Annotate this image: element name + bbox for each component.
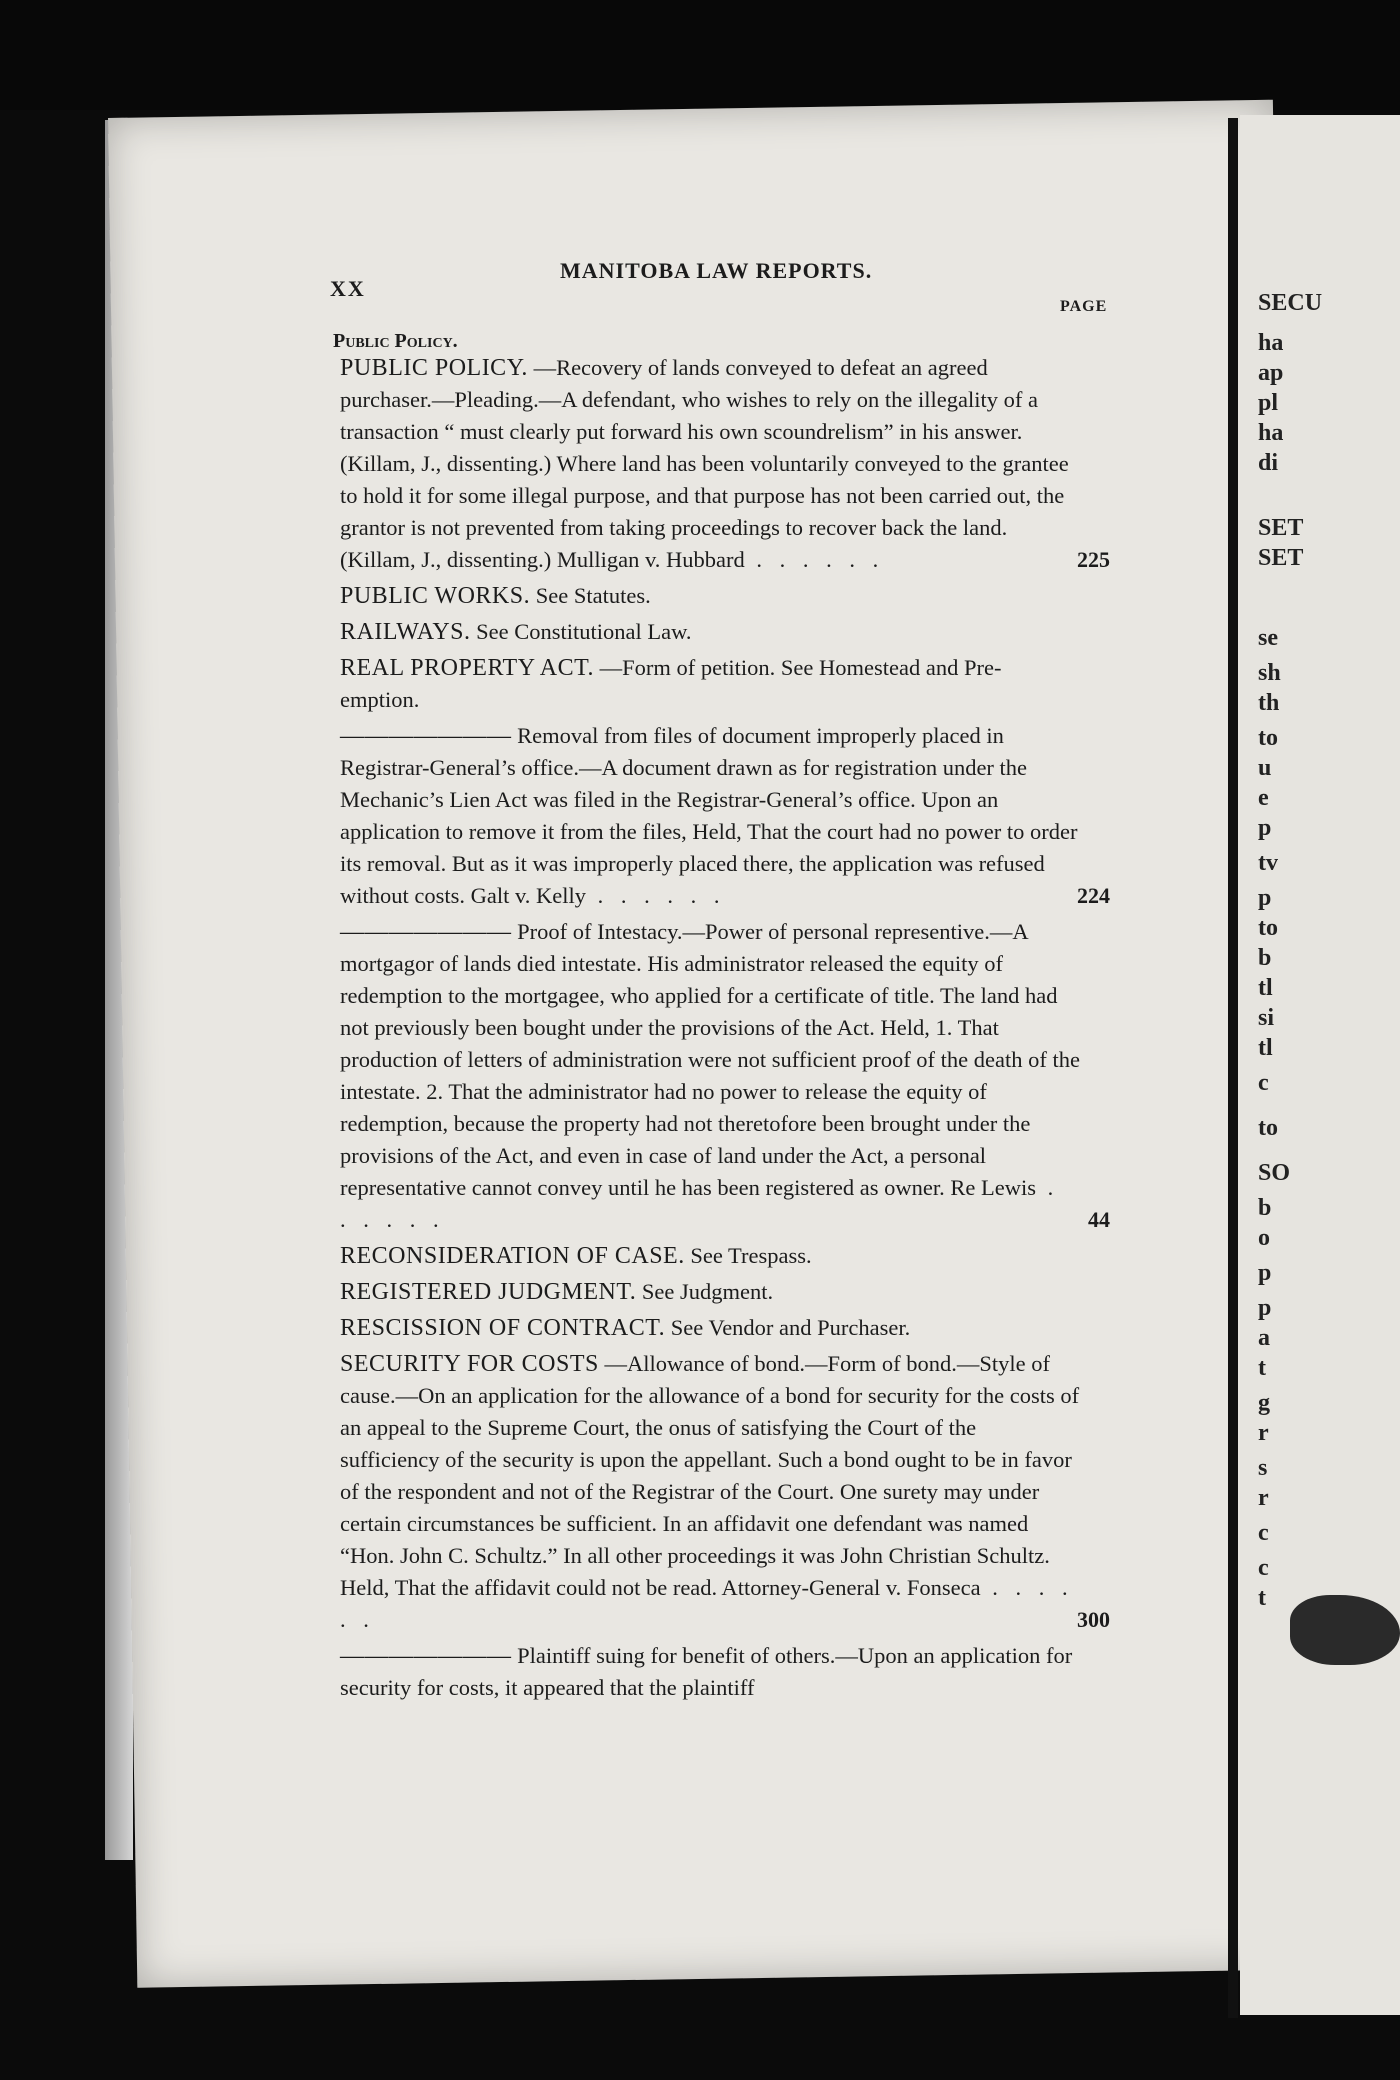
adjacent-page-fragment: e xyxy=(1258,785,1269,811)
entry-heading: ——————— xyxy=(340,1643,512,1669)
adjacent-page-fragment: tl xyxy=(1258,1035,1273,1061)
adjacent-page-fragment: s xyxy=(1258,1455,1268,1481)
index-entry xyxy=(340,1640,1080,1704)
adjacent-page-fragment: SET xyxy=(1258,515,1304,541)
leader-dots: . . . . . . xyxy=(744,547,885,572)
adjacent-page-fragment: pl xyxy=(1258,390,1279,416)
adjacent-page-fragment: a xyxy=(1258,1325,1270,1351)
page-reference: 225 xyxy=(1077,547,1110,572)
adjacent-page-fragment: to xyxy=(1258,915,1278,941)
entry-text: Removal from files of document improperly placed in Registrar-General’s office.—A document drawn as for registration under the Mechanic’s Lien Act was filed in the Registrar-General’s office. Upon an application to remove it from the files, Held, That the court had no power to order its removal. But as it was improperly placed there, the application was refused without costs. Galt v. Kelly xyxy=(340,723,1078,908)
index-entry xyxy=(340,1348,1110,1636)
adjacent-page-fragment: r xyxy=(1258,1420,1269,1446)
entry-heading: PUBLIC POLICY. xyxy=(340,355,528,381)
adjacent-page-fragment: o xyxy=(1258,1225,1270,1251)
index-entry xyxy=(340,1312,1080,1344)
entry-heading: REAL PROPERTY ACT. xyxy=(340,655,595,681)
index-entry xyxy=(340,352,1110,576)
entry-text: See Statutes. xyxy=(530,583,651,608)
index-entries xyxy=(340,352,1110,1708)
section-subhead: Public Policy. xyxy=(333,330,458,352)
scan-border xyxy=(0,0,1400,110)
adjacent-page-fragment: t xyxy=(1258,1355,1266,1381)
entry-text: See Trespass. xyxy=(684,1243,812,1268)
entry-text: —Form of petition. See Homestead and Pre-emption. xyxy=(340,655,1002,712)
index-entry xyxy=(340,720,1110,912)
entry-heading: RAILWAYS. xyxy=(340,619,471,645)
adjacent-page-fragment: g xyxy=(1258,1390,1270,1416)
adjacent-page-fragment: to xyxy=(1258,1115,1278,1141)
adjacent-page-fragment: p xyxy=(1258,885,1272,911)
adjacent-page-fragment: to xyxy=(1258,725,1278,751)
entry-heading: RECONSIDERATION OF CASE. xyxy=(340,1243,685,1269)
adjacent-page-fragment: b xyxy=(1258,1195,1272,1221)
adjacent-page-fragment: c xyxy=(1258,1555,1269,1581)
entry-text: Plaintiff suing for benefit of others.—Upon an application for security for costs, it appeared that the plaintiff xyxy=(340,1643,1073,1700)
adjacent-page-fragment: t xyxy=(1258,1585,1266,1611)
entry-text: Proof of Intestacy.—Power of personal representive.—A mortgagor of lands died intestate. His administrator released the equity of redemption to the mortgagee, who applied for a certificate of title. The land had not previously been bought under the provisions of the Act. Held, 1. That production of letters of administration were not sufficient proof of the death of the intestate. 2. That the administrator had no power to release the equity of redemption, because the property had not theretofore been brought under the provisions of the Act, and even in case of land under the Act, a personal representative cannot convey until he has been registered as owner. Re Lewis xyxy=(340,919,1080,1200)
adjacent-page-fragment: se xyxy=(1258,625,1278,651)
adjacent-page-fragment: u xyxy=(1258,755,1272,781)
adjacent-page-fragment: ha xyxy=(1258,420,1284,446)
entry-heading: PUBLIC WORKS. xyxy=(340,583,531,609)
adjacent-page-fragment: sh xyxy=(1258,660,1281,686)
page-column-label: PAGE xyxy=(1060,298,1108,315)
adjacent-page xyxy=(1240,115,1400,2015)
page-reference: 44 xyxy=(1088,1207,1110,1232)
index-entry xyxy=(340,652,1080,716)
entry-heading: REGISTERED JUDGMENT. xyxy=(340,1279,637,1305)
adjacent-page-fragment: SO xyxy=(1258,1160,1291,1186)
adjacent-page-fragment: th xyxy=(1258,690,1280,716)
adjacent-page-fragment: ap xyxy=(1258,360,1284,386)
adjacent-page-fragment: p xyxy=(1258,815,1272,841)
entry-text: See Judgment. xyxy=(636,1279,774,1304)
adjacent-page-fragment: ha xyxy=(1258,330,1284,356)
adjacent-page-fragment: p xyxy=(1258,1260,1272,1286)
adjacent-page-fragment: c xyxy=(1258,1520,1269,1546)
entry-text: —Allowance of bond.—Form of bond.—Style of cause.—On an application for the allowance of a bond for security for the costs of an appeal to the Supreme Court, the onus of satisfying the Court of the sufficiency of the security is upon the appellant. Such a bond ought to be in favor of the respondent and not of the Registrar of the Court. One surety may under certain circumstances be sufficient. In an affidavit one defendant was named “Hon. John C. Schultz.” In all other proceedings it was John Christian Schultz. Held, That the affidavit could not be read. Attorney-General v. Fonseca xyxy=(340,1351,1080,1600)
entry-heading: ——————— xyxy=(340,919,512,945)
leader-dots: . . . . . . xyxy=(340,1575,1074,1632)
adjacent-page-fragment: r xyxy=(1258,1485,1269,1511)
adjacent-page-fragment: si xyxy=(1258,1005,1275,1031)
entry-heading: RESCISSION OF CONTRACT. xyxy=(340,1315,666,1341)
entry-heading: SECURITY FOR COSTS xyxy=(340,1351,599,1377)
leader-dots: . . . . . . xyxy=(586,883,726,908)
index-entry xyxy=(340,1276,1080,1308)
page-reference: 300 xyxy=(1077,1607,1110,1632)
index-entry xyxy=(340,580,1080,612)
entry-text: —Recovery of lands conveyed to defeat an agreed purchaser.—Pleading.—A defendant, who wishes to rely on the illegality of a transaction “ must clearly put forward his own scoundrelism” in his answer. (Killam, J., dissenting.) Where land has been voluntarily conveyed to the grantee to hold it for some illegal purpose, and that purpose has not been carried out, the grantor is not prevented from taking proceedings to recover back the land. (Killam, J., dissenting.) Mulligan v. Hubbard xyxy=(340,355,1069,572)
leader-dots: . . . . . . xyxy=(340,1175,1060,1232)
folio: XX xyxy=(330,276,366,301)
entry-text: See Vendor and Purchaser. xyxy=(665,1315,911,1340)
adjacent-page-fragment: tv xyxy=(1258,850,1278,876)
adjacent-page-fragment: di xyxy=(1258,450,1279,476)
adjacent-page-fragment: SECU xyxy=(1258,290,1323,316)
adjacent-page-fragment: tl xyxy=(1258,975,1273,1001)
entry-text: See Constitutional Law. xyxy=(470,619,692,644)
page-reference: 224 xyxy=(1077,883,1110,908)
adjacent-page-fragment: c xyxy=(1258,1070,1269,1096)
adjacent-page-fragment: p xyxy=(1258,1295,1272,1321)
index-entry xyxy=(340,1240,1080,1272)
adjacent-page-fragment: b xyxy=(1258,945,1272,971)
entry-heading: ——————— xyxy=(340,723,512,749)
index-entry xyxy=(340,616,1080,648)
index-entry xyxy=(340,916,1110,1236)
adjacent-page-fragment: SET xyxy=(1258,545,1304,571)
running-title: MANITOBA LAW REPORTS. xyxy=(560,258,873,283)
book-gutter xyxy=(1228,118,1238,2018)
